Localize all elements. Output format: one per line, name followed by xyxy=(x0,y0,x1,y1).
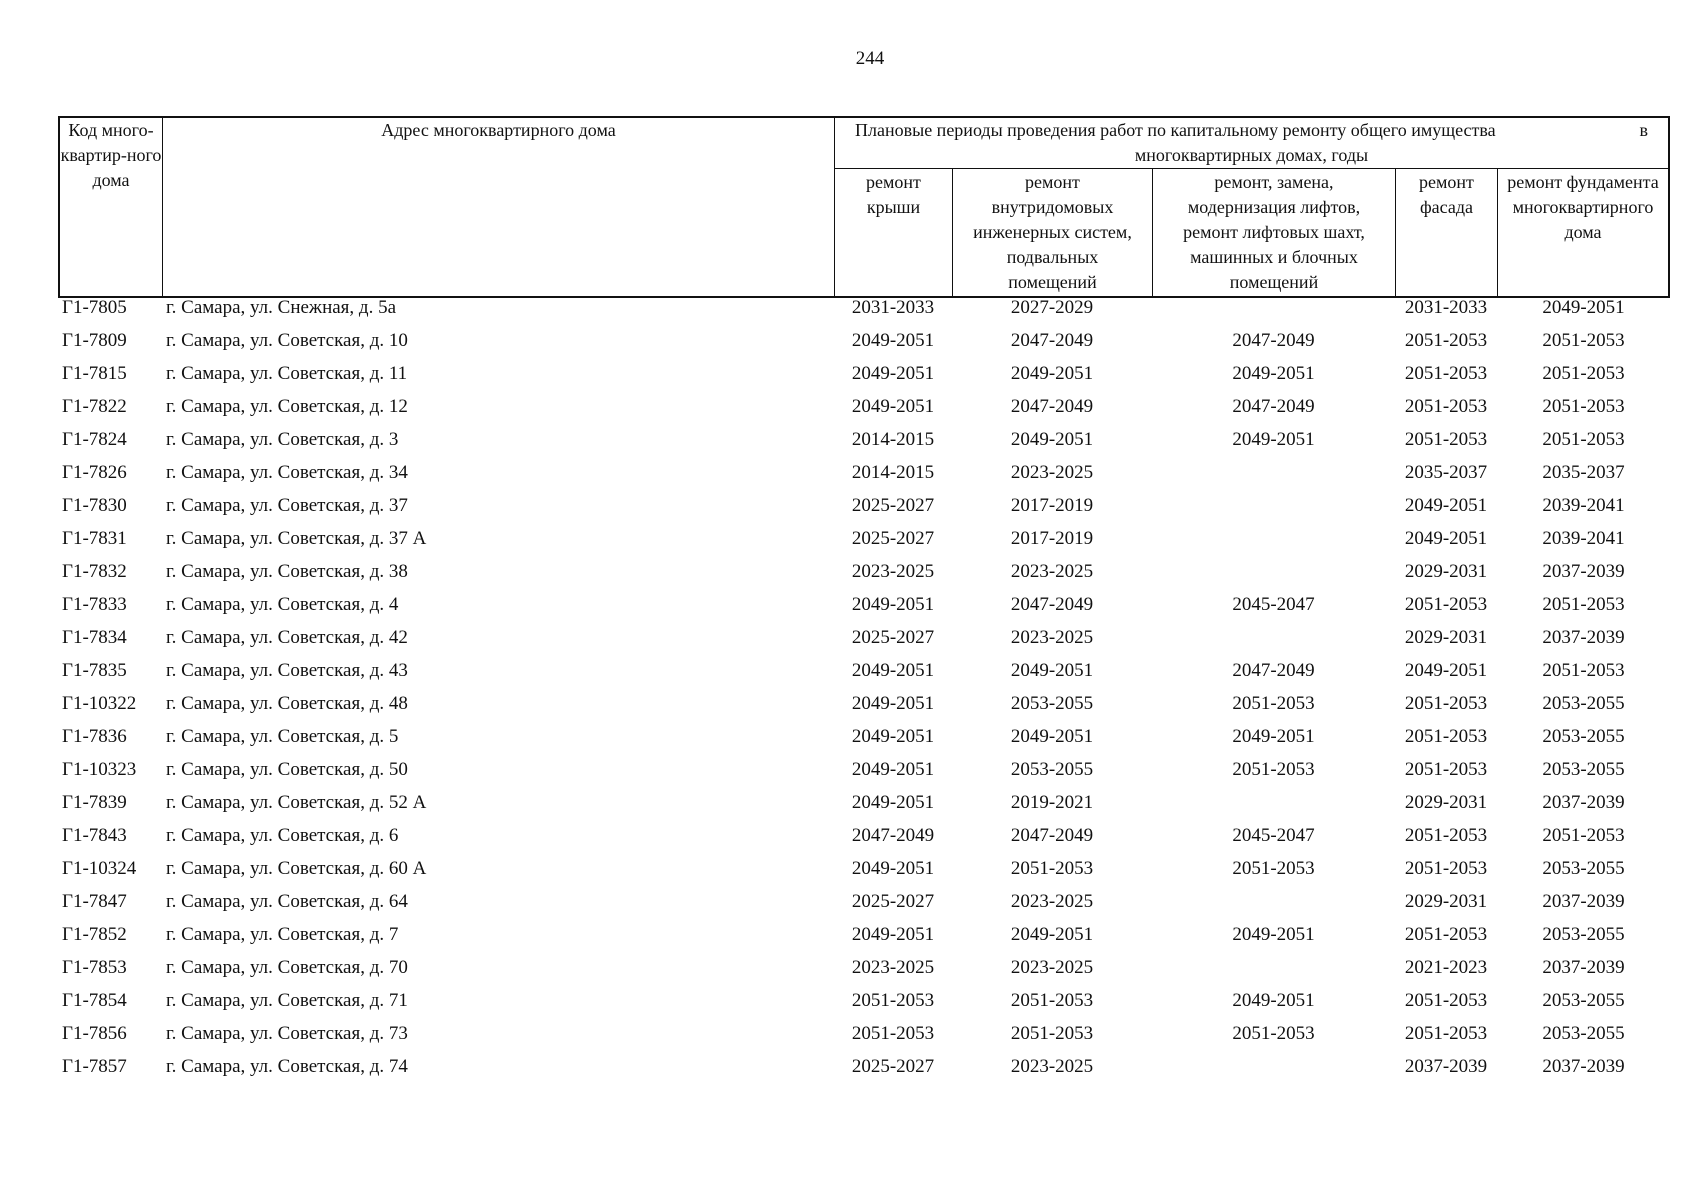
table-row xyxy=(0,989,1697,1022)
cell-engineering: 2047-2049 xyxy=(1010,594,1094,615)
cell-facade: 2031-2033 xyxy=(1404,297,1488,318)
table-row xyxy=(0,362,1697,395)
cell-foundation: 2051-2053 xyxy=(1542,330,1625,351)
cell-code: Г1-7839 xyxy=(62,792,127,813)
cell-foundation: 2051-2053 xyxy=(1542,825,1625,846)
table-row xyxy=(0,560,1697,593)
cell-foundation: 2053-2055 xyxy=(1542,726,1625,747)
cell-code: Г1-7809 xyxy=(62,330,127,351)
cell-roof: 2049-2051 xyxy=(851,693,935,714)
header-roof: ремонт крыши xyxy=(866,172,921,217)
cell-foundation: 2051-2053 xyxy=(1542,660,1625,681)
cell-roof: 2049-2051 xyxy=(851,726,935,747)
cell-foundation: 2053-2055 xyxy=(1542,858,1625,879)
cell-code: Г1-7843 xyxy=(62,825,127,846)
cell-code: Г1-7853 xyxy=(62,957,127,978)
cell-roof: 2049-2051 xyxy=(851,858,935,879)
cell-lifts: 2047-2049 xyxy=(1232,660,1315,681)
cell-engineering: 2049-2051 xyxy=(1010,726,1094,747)
cell-roof: 2051-2053 xyxy=(851,1023,935,1044)
cell-roof: 2049-2051 xyxy=(851,759,935,780)
table-row xyxy=(0,395,1697,428)
cell-roof: 2047-2049 xyxy=(851,825,935,846)
cell-roof: 2051-2053 xyxy=(851,990,935,1011)
cell-engineering: 2027-2029 xyxy=(1010,297,1094,318)
cell-address: г. Самара, ул. Советская, д. 37 xyxy=(166,495,408,516)
cell-facade: 2051-2053 xyxy=(1404,330,1488,351)
cell-engineering: 2023-2025 xyxy=(1010,957,1094,978)
cell-facade: 2029-2031 xyxy=(1404,891,1488,912)
table-row xyxy=(0,626,1697,659)
cell-foundation: 2053-2055 xyxy=(1542,1023,1625,1044)
cell-facade: 2051-2053 xyxy=(1404,396,1488,417)
cell-engineering: 2053-2055 xyxy=(1010,693,1094,714)
cell-foundation: 2037-2039 xyxy=(1542,1056,1625,1077)
cell-engineering: 2051-2053 xyxy=(1010,990,1094,1011)
header-code: Код много-квартир-ного дома xyxy=(60,120,162,190)
cell-lifts: 2051-2053 xyxy=(1232,1023,1315,1044)
cell-facade: 2051-2053 xyxy=(1404,429,1488,450)
header-periods-in: в xyxy=(1639,120,1648,140)
table-row xyxy=(0,593,1697,626)
cell-foundation: 2039-2041 xyxy=(1542,495,1625,516)
cell-address: г. Самара, ул. Советская, д. 11 xyxy=(166,363,408,384)
cell-address: г. Самара, ул. Советская, д. 43 xyxy=(166,660,408,681)
cell-foundation: 2051-2053 xyxy=(1542,363,1625,384)
table-row xyxy=(0,956,1697,989)
table-row xyxy=(0,428,1697,461)
cell-address: г. Самара, ул. Советская, д. 3 xyxy=(166,429,399,450)
cell-facade: 2051-2053 xyxy=(1404,1023,1488,1044)
cell-foundation: 2051-2053 xyxy=(1542,396,1625,417)
cell-address: г. Самара, ул. Советская, д. 10 xyxy=(166,330,408,351)
cell-roof: 2049-2051 xyxy=(851,363,935,384)
table-row xyxy=(0,725,1697,758)
cell-roof: 2049-2051 xyxy=(851,792,935,813)
cell-roof: 2014-2015 xyxy=(851,429,935,450)
table-row xyxy=(0,494,1697,527)
cell-engineering: 2049-2051 xyxy=(1010,660,1094,681)
cell-address: г. Самара, ул. Советская, д. 34 xyxy=(166,462,408,483)
cell-facade: 2029-2031 xyxy=(1404,561,1488,582)
cell-lifts: 2047-2049 xyxy=(1232,396,1315,417)
cell-roof: 2049-2051 xyxy=(851,396,935,417)
cell-engineering: 2051-2053 xyxy=(1010,1023,1094,1044)
cell-foundation: 2037-2039 xyxy=(1542,627,1625,648)
table-row xyxy=(0,692,1697,725)
cell-roof: 2049-2051 xyxy=(851,594,935,615)
cell-lifts: 2051-2053 xyxy=(1232,858,1315,879)
cell-address: г. Самара, ул. Советская, д. 73 xyxy=(166,1023,408,1044)
cell-lifts: 2045-2047 xyxy=(1232,594,1315,615)
cell-engineering: 2023-2025 xyxy=(1010,627,1094,648)
cell-code: Г1-7835 xyxy=(62,660,127,681)
cell-lifts: 2049-2051 xyxy=(1232,726,1315,747)
cell-lifts: 2051-2053 xyxy=(1232,759,1315,780)
cell-engineering: 2047-2049 xyxy=(1010,396,1094,417)
cell-engineering: 2049-2051 xyxy=(1010,924,1094,945)
header-periods-line2: многоквартирных домах, годы xyxy=(1134,145,1369,165)
cell-code: Г1-7847 xyxy=(62,891,127,912)
cell-engineering: 2023-2025 xyxy=(1010,561,1094,582)
table-row xyxy=(0,791,1697,824)
cell-roof: 2049-2051 xyxy=(851,660,935,681)
cell-address: г. Самара, ул. Снежная, д. 5а xyxy=(166,297,397,318)
cell-facade: 2029-2031 xyxy=(1404,627,1488,648)
table-row xyxy=(0,824,1697,857)
cell-foundation: 2053-2055 xyxy=(1542,924,1625,945)
cell-engineering: 2019-2021 xyxy=(1010,792,1094,813)
cell-code: Г1-7852 xyxy=(62,924,127,945)
cell-foundation: 2049-2051 xyxy=(1542,297,1625,318)
table-row xyxy=(0,1022,1697,1055)
cell-code: Г1-7826 xyxy=(62,462,127,483)
header-foundation: ремонт фундамента многоквартирного дома xyxy=(1507,172,1659,242)
cell-foundation: 2039-2041 xyxy=(1542,528,1625,549)
cell-facade: 2051-2053 xyxy=(1404,924,1488,945)
table-row xyxy=(0,461,1697,494)
cell-roof: 2025-2027 xyxy=(851,1056,935,1077)
cell-address: г. Самара, ул. Советская, д. 38 xyxy=(166,561,408,582)
cell-address: г. Самара, ул. Советская, д. 48 xyxy=(166,693,408,714)
cell-roof: 2025-2027 xyxy=(851,495,935,516)
cell-code: Г1-7854 xyxy=(62,990,127,1011)
cell-code: Г1-7834 xyxy=(62,627,127,648)
cell-facade: 2051-2053 xyxy=(1404,363,1488,384)
cell-engineering: 2017-2019 xyxy=(1010,495,1094,516)
header-lifts: ремонт, замена, модернизация лифтов, ремонт лифтовых шахт, машинных и блочных помещений xyxy=(1183,172,1365,292)
cell-engineering: 2049-2051 xyxy=(1010,429,1094,450)
cell-facade: 2051-2053 xyxy=(1404,858,1488,879)
cell-lifts: 2045-2047 xyxy=(1232,825,1315,846)
cell-code: Г1-7815 xyxy=(62,363,127,384)
table-row xyxy=(0,890,1697,923)
cell-facade: 2051-2053 xyxy=(1404,825,1488,846)
table-right-border xyxy=(1668,116,1670,298)
cell-address: г. Самара, ул. Советская, д. 74 xyxy=(166,1056,408,1077)
cell-engineering: 2023-2025 xyxy=(1010,1056,1094,1077)
cell-facade: 2051-2053 xyxy=(1404,594,1488,615)
cell-roof: 2025-2027 xyxy=(851,528,935,549)
table-header-period-divider xyxy=(834,168,1670,169)
cell-facade: 2021-2023 xyxy=(1404,957,1488,978)
cell-address: г. Самара, ул. Советская, д. 64 xyxy=(166,891,408,912)
cell-address: г. Самара, ул. Советская, д. 7 xyxy=(166,924,399,945)
cell-address: г. Самара, ул. Советская, д. 5 xyxy=(166,726,399,747)
cell-code: Г1-7822 xyxy=(62,396,127,417)
table-row xyxy=(0,527,1697,560)
header-periods xyxy=(835,118,1668,168)
cell-facade: 2051-2053 xyxy=(1404,990,1488,1011)
cell-code: Г1-7830 xyxy=(62,495,127,516)
cell-facade: 2049-2051 xyxy=(1404,528,1488,549)
cell-code: Г1-10324 xyxy=(62,858,137,879)
cell-lifts: 2047-2049 xyxy=(1232,330,1315,351)
cell-code: Г1-7805 xyxy=(62,297,127,318)
cell-address: г. Самара, ул. Советская, д. 6 xyxy=(166,825,399,846)
cell-lifts: 2049-2051 xyxy=(1232,924,1315,945)
cell-engineering: 2017-2019 xyxy=(1010,528,1094,549)
cell-lifts: 2051-2053 xyxy=(1232,693,1315,714)
cell-roof: 2023-2025 xyxy=(851,957,935,978)
cell-foundation: 2035-2037 xyxy=(1542,462,1625,483)
table-row xyxy=(0,923,1697,956)
table-row xyxy=(0,296,1697,329)
cell-facade: 2035-2037 xyxy=(1404,462,1488,483)
cell-code: Г1-7831 xyxy=(62,528,127,549)
cell-code: Г1-7857 xyxy=(62,1056,127,1077)
cell-foundation: 2051-2053 xyxy=(1542,429,1625,450)
cell-foundation: 2053-2055 xyxy=(1542,990,1625,1011)
cell-engineering: 2049-2051 xyxy=(1010,363,1094,384)
cell-engineering: 2023-2025 xyxy=(1010,462,1094,483)
cell-foundation: 2053-2055 xyxy=(1542,759,1625,780)
cell-code: Г1-10323 xyxy=(62,759,137,780)
table-row xyxy=(0,329,1697,362)
cell-facade: 2037-2039 xyxy=(1404,1056,1488,1077)
cell-engineering: 2051-2053 xyxy=(1010,858,1094,879)
cell-foundation: 2053-2055 xyxy=(1542,693,1625,714)
cell-engineering: 2053-2055 xyxy=(1010,759,1094,780)
cell-code: Г1-7833 xyxy=(62,594,127,615)
cell-address: г. Самара, ул. Советская, д. 70 xyxy=(166,957,408,978)
cell-facade: 2051-2053 xyxy=(1404,759,1488,780)
cell-address: г. Самара, ул. Советская, д. 60 А xyxy=(166,858,427,879)
cell-code: Г1-10322 xyxy=(62,693,137,714)
header-periods-text: Плановые периоды проведения работ по капитальному ремонту общего имущества xyxy=(855,120,1496,140)
table-row xyxy=(0,857,1697,890)
cell-facade: 2051-2053 xyxy=(1404,726,1488,747)
table-divider-code xyxy=(162,116,163,298)
cell-roof: 2031-2033 xyxy=(851,297,935,318)
cell-address: г. Самара, ул. Советская, д. 50 xyxy=(166,759,408,780)
cell-foundation: 2037-2039 xyxy=(1542,891,1625,912)
cell-roof: 2049-2051 xyxy=(851,330,935,351)
header-engineering: ремонт внутридомовых инженерных систем, подвальных помещений xyxy=(973,172,1132,292)
cell-facade: 2049-2051 xyxy=(1404,495,1488,516)
cell-roof: 2014-2015 xyxy=(851,462,935,483)
cell-foundation: 2051-2053 xyxy=(1542,594,1625,615)
cell-address: г. Самара, ул. Советская, д. 4 xyxy=(166,594,399,615)
cell-address: г. Самара, ул. Советская, д. 37 А xyxy=(166,528,427,549)
cell-address: г. Самара, ул. Советская, д. 12 xyxy=(166,396,408,417)
cell-roof: 2025-2027 xyxy=(851,891,935,912)
cell-code: Г1-7824 xyxy=(62,429,127,450)
cell-engineering: 2047-2049 xyxy=(1010,825,1094,846)
cell-address: г. Самара, ул. Советская, д. 42 xyxy=(166,627,408,648)
header-address: Адрес многоквартирного дома xyxy=(381,120,616,140)
cell-code: Г1-7856 xyxy=(62,1023,127,1044)
cell-foundation: 2037-2039 xyxy=(1542,561,1625,582)
table-row xyxy=(0,1055,1697,1088)
cell-facade: 2049-2051 xyxy=(1404,660,1488,681)
cell-engineering: 2047-2049 xyxy=(1010,330,1094,351)
cell-engineering: 2023-2025 xyxy=(1010,891,1094,912)
table-row xyxy=(0,659,1697,692)
cell-roof: 2025-2027 xyxy=(851,627,935,648)
cell-lifts: 2049-2051 xyxy=(1232,990,1315,1011)
cell-foundation: 2037-2039 xyxy=(1542,957,1625,978)
cell-address: г. Самара, ул. Советская, д. 71 xyxy=(166,990,408,1011)
page-number: 244 xyxy=(855,48,885,69)
cell-code: Г1-7832 xyxy=(62,561,127,582)
cell-roof: 2049-2051 xyxy=(851,924,935,945)
cell-address: г. Самара, ул. Советская, д. 52 А xyxy=(166,792,427,813)
table-row xyxy=(0,758,1697,791)
cell-foundation: 2037-2039 xyxy=(1542,792,1625,813)
header-facade: ремонт фасада xyxy=(1419,172,1474,217)
cell-roof: 2023-2025 xyxy=(851,561,935,582)
cell-lifts: 2049-2051 xyxy=(1232,429,1315,450)
cell-facade: 2051-2053 xyxy=(1404,693,1488,714)
cell-lifts: 2049-2051 xyxy=(1232,363,1315,384)
cell-code: Г1-7836 xyxy=(62,726,127,747)
cell-facade: 2029-2031 xyxy=(1404,792,1488,813)
